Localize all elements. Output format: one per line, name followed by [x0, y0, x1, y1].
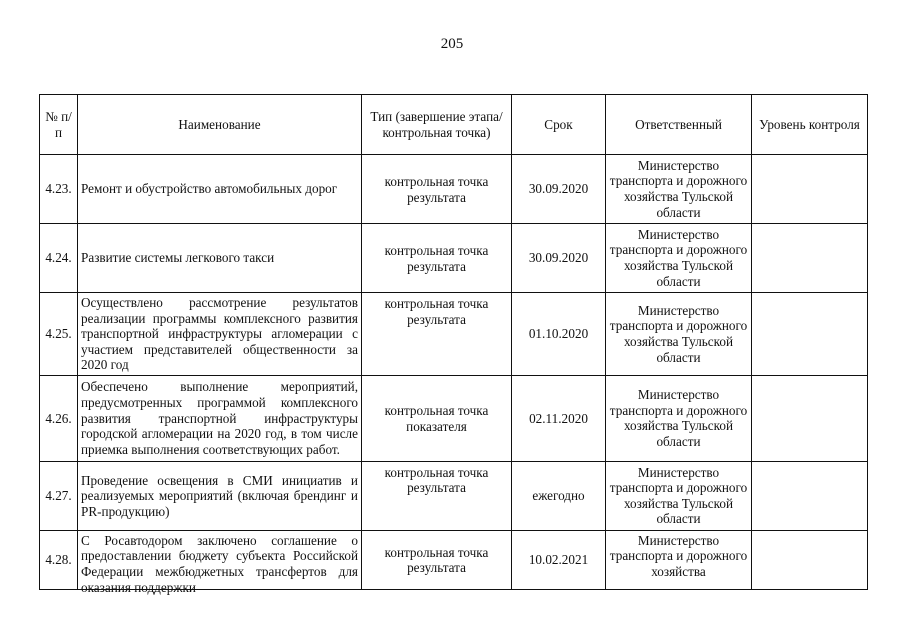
row-deadline: 30.09.2020 — [512, 224, 606, 293]
row-type: контрольная точка результата — [362, 155, 512, 224]
row-type: контрольная точка показателя — [362, 375, 512, 461]
row-number: 4.25. — [40, 293, 78, 376]
table-row — [40, 224, 868, 293]
row-number: 4.24. — [40, 224, 78, 293]
header-responsible: Ответственный — [606, 95, 752, 155]
row-responsible: Министерство транспорта и дорожного хозяйства Тульской области — [606, 155, 752, 224]
table-header-row — [40, 95, 868, 155]
row-responsible: Министерство транспорта и дорожного хозяйства — [606, 530, 752, 589]
row-deadline: 02.11.2020 — [512, 375, 606, 461]
row-level — [752, 530, 868, 589]
header-type: Тип (завершение этапа/контрольная точка) — [362, 95, 512, 155]
page-number: 205 — [440, 36, 464, 52]
header-num: № п/п — [40, 95, 78, 155]
header-deadline: Срок — [512, 95, 606, 155]
row-responsible: Министерство транспорта и дорожного хозяйства Тульской области — [606, 224, 752, 293]
row-number: 4.26. — [40, 375, 78, 461]
row-level — [752, 224, 868, 293]
row-type: контрольная точка результата — [362, 224, 512, 293]
row-deadline: 01.10.2020 — [512, 293, 606, 376]
table-row — [40, 155, 868, 224]
row-level — [752, 375, 868, 461]
header-name: Наименование — [78, 95, 362, 155]
table-row — [40, 530, 868, 589]
row-type: контрольная точка результата — [362, 461, 512, 530]
row-name: Обеспечено выполнение мероприятий, предусмотренных программой комплексного развития транспортной инфраструктуры городской агломерации на 2020 год, в том числе приемка выполнения соответствующих работ. — [78, 375, 362, 461]
row-deadline: ежегодно — [512, 461, 606, 530]
row-name: Ремонт и обустройство автомобильных дорог — [78, 155, 362, 224]
row-name: Проведение освещения в СМИ инициатив и реализуемых мероприятий (включая брендинг и PR-продукцию) — [78, 461, 362, 530]
row-type: контрольная точка результата — [362, 530, 512, 589]
row-level — [752, 293, 868, 376]
row-number: 4.23. — [40, 155, 78, 224]
row-level — [752, 155, 868, 224]
row-type: контрольная точка результата — [362, 293, 512, 376]
control-points-table — [39, 94, 868, 595]
row-name-cell — [78, 530, 362, 595]
row-level — [752, 461, 868, 530]
row-number: 4.28. — [40, 530, 78, 589]
row-deadline: 30.09.2020 — [512, 155, 606, 224]
row-name: С Росавтодором заключено соглашение о предоставлении бюджету субъекта Российской Федерации межбюджетных трансфертов для оказания поддержки — [81, 532, 358, 595]
header-level: Уровень контроля — [752, 95, 868, 155]
table-row — [40, 375, 868, 461]
row-responsible: Министерство транспорта и дорожного хозяйства Тульской области — [606, 293, 752, 376]
row-responsible: Министерство транспорта и дорожного хозяйства Тульской области — [606, 375, 752, 461]
row-name: Развитие системы легкового такси — [78, 224, 362, 293]
row-deadline: 10.02.2021 — [512, 530, 606, 589]
table-row — [40, 461, 868, 530]
table-row — [40, 293, 868, 376]
row-name: Осуществлено рассмотрение результатов реализации программы комплексного развития транспортной инфраструктуры агломерации с участием представителей общественности за 2020 год — [78, 293, 362, 376]
row-number: 4.27. — [40, 461, 78, 530]
row-responsible: Министерство транспорта и дорожного хозяйства Тульской области — [606, 461, 752, 530]
